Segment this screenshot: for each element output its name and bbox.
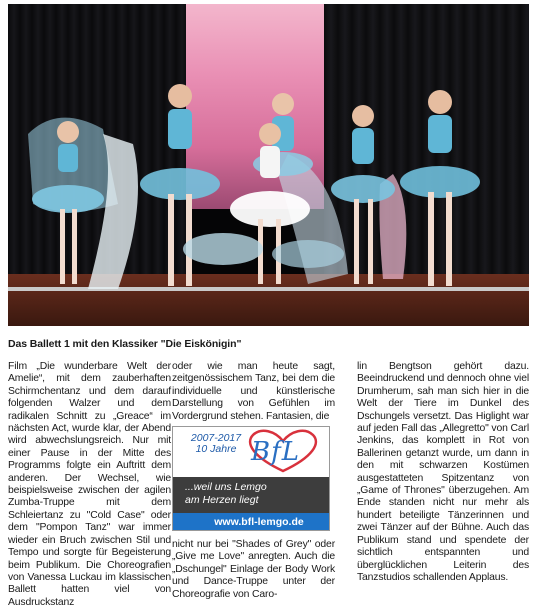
ad-slogan-line-2: am Herzen liegt: [185, 494, 259, 506]
ballet-photo: [8, 4, 529, 326]
ad-years-range: 2007-2017: [190, 432, 242, 444]
ad-url-link[interactable]: www.bfl-lemgo.de: [173, 513, 329, 531]
ad-years-count: 10 Jahre: [195, 443, 237, 455]
dancers-illustration: [8, 4, 529, 326]
bfl-logo: BfL: [251, 437, 300, 467]
ad-anniversary: [181, 433, 251, 455]
bfl-advertisement[interactable]: [172, 426, 330, 531]
article-column-1: Film „Die wunderbare Welt der Amelie“, mit dem zauberhaften Schirmchentanz und dem darauf folgenden Walzer und dem radikalen Schnitt zu „Greace“ im nächsten Act, wurde klar, der Abend wird abwechslungsreich. Nur mit einer Pause in der Mitte des Programms folgte ein Auftritt dem anderen. Der Wechsel, wie beispielsweise zwischen der agilen Zumba-Truppe mit dem Schleiertanz zu "Cold Case" oder dem "Pompon Tanz" war immer wieder ein Bruch zwischen Stil und Tempo und sorgte für Begeisterung beim Publikum. Die Choreografien von Vanessa Luckau im klassischen Ballett hatten viel von Ausdruckstanz: [8, 361, 171, 606]
article-column-3: lin Bengtson gehört dazu. Beeindruckend und dennoch ohne viel Drumherum, sah man sich hier in die Welt der Tiere im Dunkel des Dschungels versetzt. Das Higlight war auf jeden Fall das „Allegretto" von Carl Jenkins, das komplett in Rot von Ballerinen getanzt wurde, um dann in den mit schwarzen Kostümen ausgestatteten Spitzentanz von „Game of Thrones" überzugehen. Am Ende standen nicht nur mehr als hundert beteiligte Tänzerinnen und zwei Tänzer auf der Bühne. Auch das Publikum stand und spendete der sichtlich entspannten und überglücklichen Leiterin des Tanzstudios schallenden Applaus.: [357, 361, 529, 583]
ad-header: [173, 427, 329, 477]
article-column-2-top: oder wie man heute sagt, zeitgenössischem Tanz, bei dem die individuelle und künstlerische Darstellung von Gefühlen im Vordergrund stehen. Fantasien, die: [172, 361, 335, 422]
photo-caption: Das Ballett 1 mit den Klassiker "Die Eiskönigin": [8, 338, 242, 350]
ad-slogan: [173, 477, 329, 513]
ad-slogan-line-1: ...weil uns Lemgo: [185, 481, 267, 493]
article-column-2-bottom: nicht nur bei "Shades of Grey" oder „Give me Love" anregten. Auch die „Dschungel" Einlage der Body Work und Dance-Truppe unter der Choreografie von Caro-: [172, 539, 335, 600]
